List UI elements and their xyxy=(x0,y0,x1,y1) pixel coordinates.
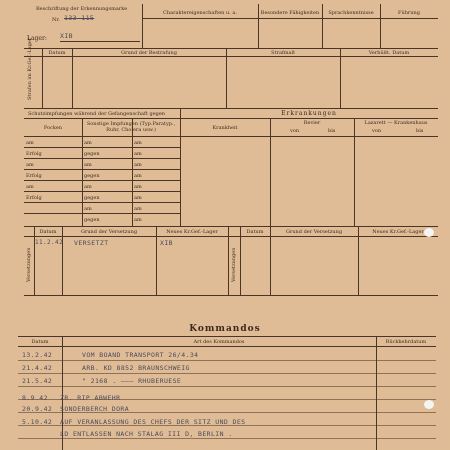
lager-label: Lager: xyxy=(27,35,47,42)
rule xyxy=(24,136,438,137)
impf-mid: am xyxy=(84,162,92,168)
col-sprachen: Sprachkenntnisse xyxy=(328,10,374,16)
beschriftung-label: Beschriftung der Erkennungsmarke xyxy=(36,6,128,12)
kommandos-col-art: Art des Kommandos xyxy=(193,339,245,345)
kommando-datum: 21.5.42 xyxy=(22,377,53,385)
rule xyxy=(24,108,438,109)
impf-row-am: am xyxy=(26,184,34,190)
versetz-col-datum-2: Datum xyxy=(246,229,264,235)
rule xyxy=(24,226,438,227)
impf-sonstige: Sonstige Impfungen (Typ.Paratyp., Ruhr, Cholera usw.) xyxy=(86,121,176,133)
versetz-entry-grund: VERSETZT xyxy=(74,239,109,247)
impf-mid: gegen xyxy=(84,217,100,223)
kommando-datum: 13.2.42 xyxy=(22,351,53,359)
strafen-side-label: Strafen im Kr.Gef.-Lager xyxy=(27,37,33,100)
rule xyxy=(226,48,227,108)
versetz-side-label: Versetzungen xyxy=(26,247,32,282)
versetz-entry-lager: XIB xyxy=(160,239,173,247)
rule xyxy=(270,118,271,226)
versetz-col-lager: Neues Kr.Gef.-Lager xyxy=(166,229,218,235)
strafen-col-datum: Datum xyxy=(48,50,66,56)
rule xyxy=(18,346,436,347)
impf-mid: am xyxy=(84,140,92,146)
rule xyxy=(62,226,63,295)
impf-right: am xyxy=(134,184,142,190)
rule xyxy=(24,158,180,159)
strafen-col-grund: Grund der Bestrafung xyxy=(121,50,177,56)
punch-hole xyxy=(424,228,434,237)
impf-row-erfolg: Erfolg xyxy=(26,173,42,179)
kommando-text: ZR. RIP ABWEHR xyxy=(60,394,121,402)
versetz-col-grund-2: Grund der Versetzung xyxy=(285,229,343,235)
revier-von: von xyxy=(290,128,300,134)
nr-label: Nr. xyxy=(52,17,60,23)
rule xyxy=(60,41,140,42)
kommandos-col-datum: Datum xyxy=(31,339,49,345)
rule xyxy=(132,118,133,226)
rule xyxy=(24,191,180,192)
rule xyxy=(34,226,35,295)
lazarett-bis: bis xyxy=(416,128,424,134)
kommando-text: ARB. KD 8852 BRAUNSCHWEIG xyxy=(82,364,190,372)
kommando-datum: 21.4.42 xyxy=(22,364,53,372)
rule xyxy=(24,213,180,214)
impf-mid: gegen xyxy=(84,173,100,179)
rule xyxy=(18,360,436,361)
rule xyxy=(354,118,355,226)
impf-mid: gegen xyxy=(84,151,100,157)
strafen-col-strafmass: Strafmaß xyxy=(271,50,295,56)
col-lazarett: Lazarett — Krankenhaus xyxy=(364,120,428,126)
punch-hole xyxy=(424,400,434,409)
rule xyxy=(228,226,229,295)
impf-right: am xyxy=(134,173,142,179)
rule xyxy=(270,226,271,295)
rule xyxy=(42,48,43,108)
kommando-text: " 2168 . ——— RHUBERUESE xyxy=(82,377,182,385)
rule xyxy=(24,56,438,57)
rule xyxy=(24,118,438,119)
kommando-datum: 5.10.42 xyxy=(22,418,53,426)
rule xyxy=(24,180,180,181)
rule xyxy=(156,226,157,295)
col-charakter: Charaktereigenschaften u. a. xyxy=(163,10,237,16)
impf-pocken: Pocken xyxy=(43,125,63,131)
lager-value: XIB xyxy=(60,32,73,40)
rule xyxy=(24,202,180,203)
impf-right: am xyxy=(134,151,142,157)
rule xyxy=(24,147,180,148)
col-fuehrung: Führung xyxy=(398,10,420,16)
kommandos-title: Kommandos xyxy=(189,324,261,334)
col-faehigkeiten: Besondere Fähigkeiten xyxy=(260,10,320,16)
rule xyxy=(18,336,436,337)
versetz-side-label: Versetzungen xyxy=(231,247,237,282)
lazarett-von: von xyxy=(372,128,382,134)
impf-row-erfolg: Erfolg xyxy=(26,195,42,201)
rule xyxy=(82,118,83,226)
erkrankungen-title: Erkrankungen xyxy=(281,110,337,117)
rule xyxy=(24,48,438,49)
kommando-datum: 20.9.42 xyxy=(22,405,53,413)
rule xyxy=(376,336,377,450)
kommandos-col-rueckkehr: Rückkehrdatum xyxy=(385,339,427,345)
kommando-text: SONDERBERCH DORA xyxy=(60,405,130,413)
rule xyxy=(18,386,436,387)
rule xyxy=(18,373,436,374)
versetz-col-datum: Datum xyxy=(39,229,57,235)
impf-right: am xyxy=(134,217,142,223)
col-krankheit: Krankheit xyxy=(212,125,238,131)
versetz-col-grund: Grund der Versetzung xyxy=(80,229,138,235)
nr-value: 133 115 xyxy=(64,14,95,22)
impf-right: am xyxy=(134,206,142,212)
kommando-datum: 8.9.42 xyxy=(22,394,48,402)
impf-mid: am xyxy=(84,206,92,212)
kommando-text: LD ENTLASSEN NACH STALAG III D, BERLIN . xyxy=(60,430,233,438)
strafen-col-verbuesst: Verbüßt. Datum xyxy=(368,50,410,56)
impf-mid: am xyxy=(84,184,92,190)
kommando-text: AUF VERANLASSUNG DES CHEFS DER SITZ UND DES xyxy=(60,418,246,426)
rule xyxy=(18,438,436,439)
rule xyxy=(24,169,180,170)
impf-right: am xyxy=(134,195,142,201)
impf-row-erfolg: Erfolg xyxy=(26,151,42,157)
versetz-entry-datum: 11.2.42 xyxy=(35,239,64,246)
rule xyxy=(24,236,438,237)
impf-right: am xyxy=(134,140,142,146)
rule xyxy=(340,48,341,108)
col-revier: Revier xyxy=(303,120,321,126)
kommando-text: VOM BOAND TRANSPORT 26/4.34 xyxy=(82,351,199,359)
rule xyxy=(240,226,241,295)
impf-row-am: am xyxy=(26,140,34,146)
rule xyxy=(24,295,438,296)
rule xyxy=(72,48,73,108)
revier-bis: bis xyxy=(328,128,336,134)
impf-mid: gegen xyxy=(84,195,100,201)
impf-row-am: am xyxy=(26,162,34,168)
rule xyxy=(358,226,359,295)
rule xyxy=(142,18,438,19)
impf-title: Schutzimpfungen während der Gefangenschaft gegen xyxy=(28,111,166,117)
impf-right: am xyxy=(134,162,142,168)
versetz-col-lager-2: Neues Kr.Gef.-Lager xyxy=(372,229,424,235)
